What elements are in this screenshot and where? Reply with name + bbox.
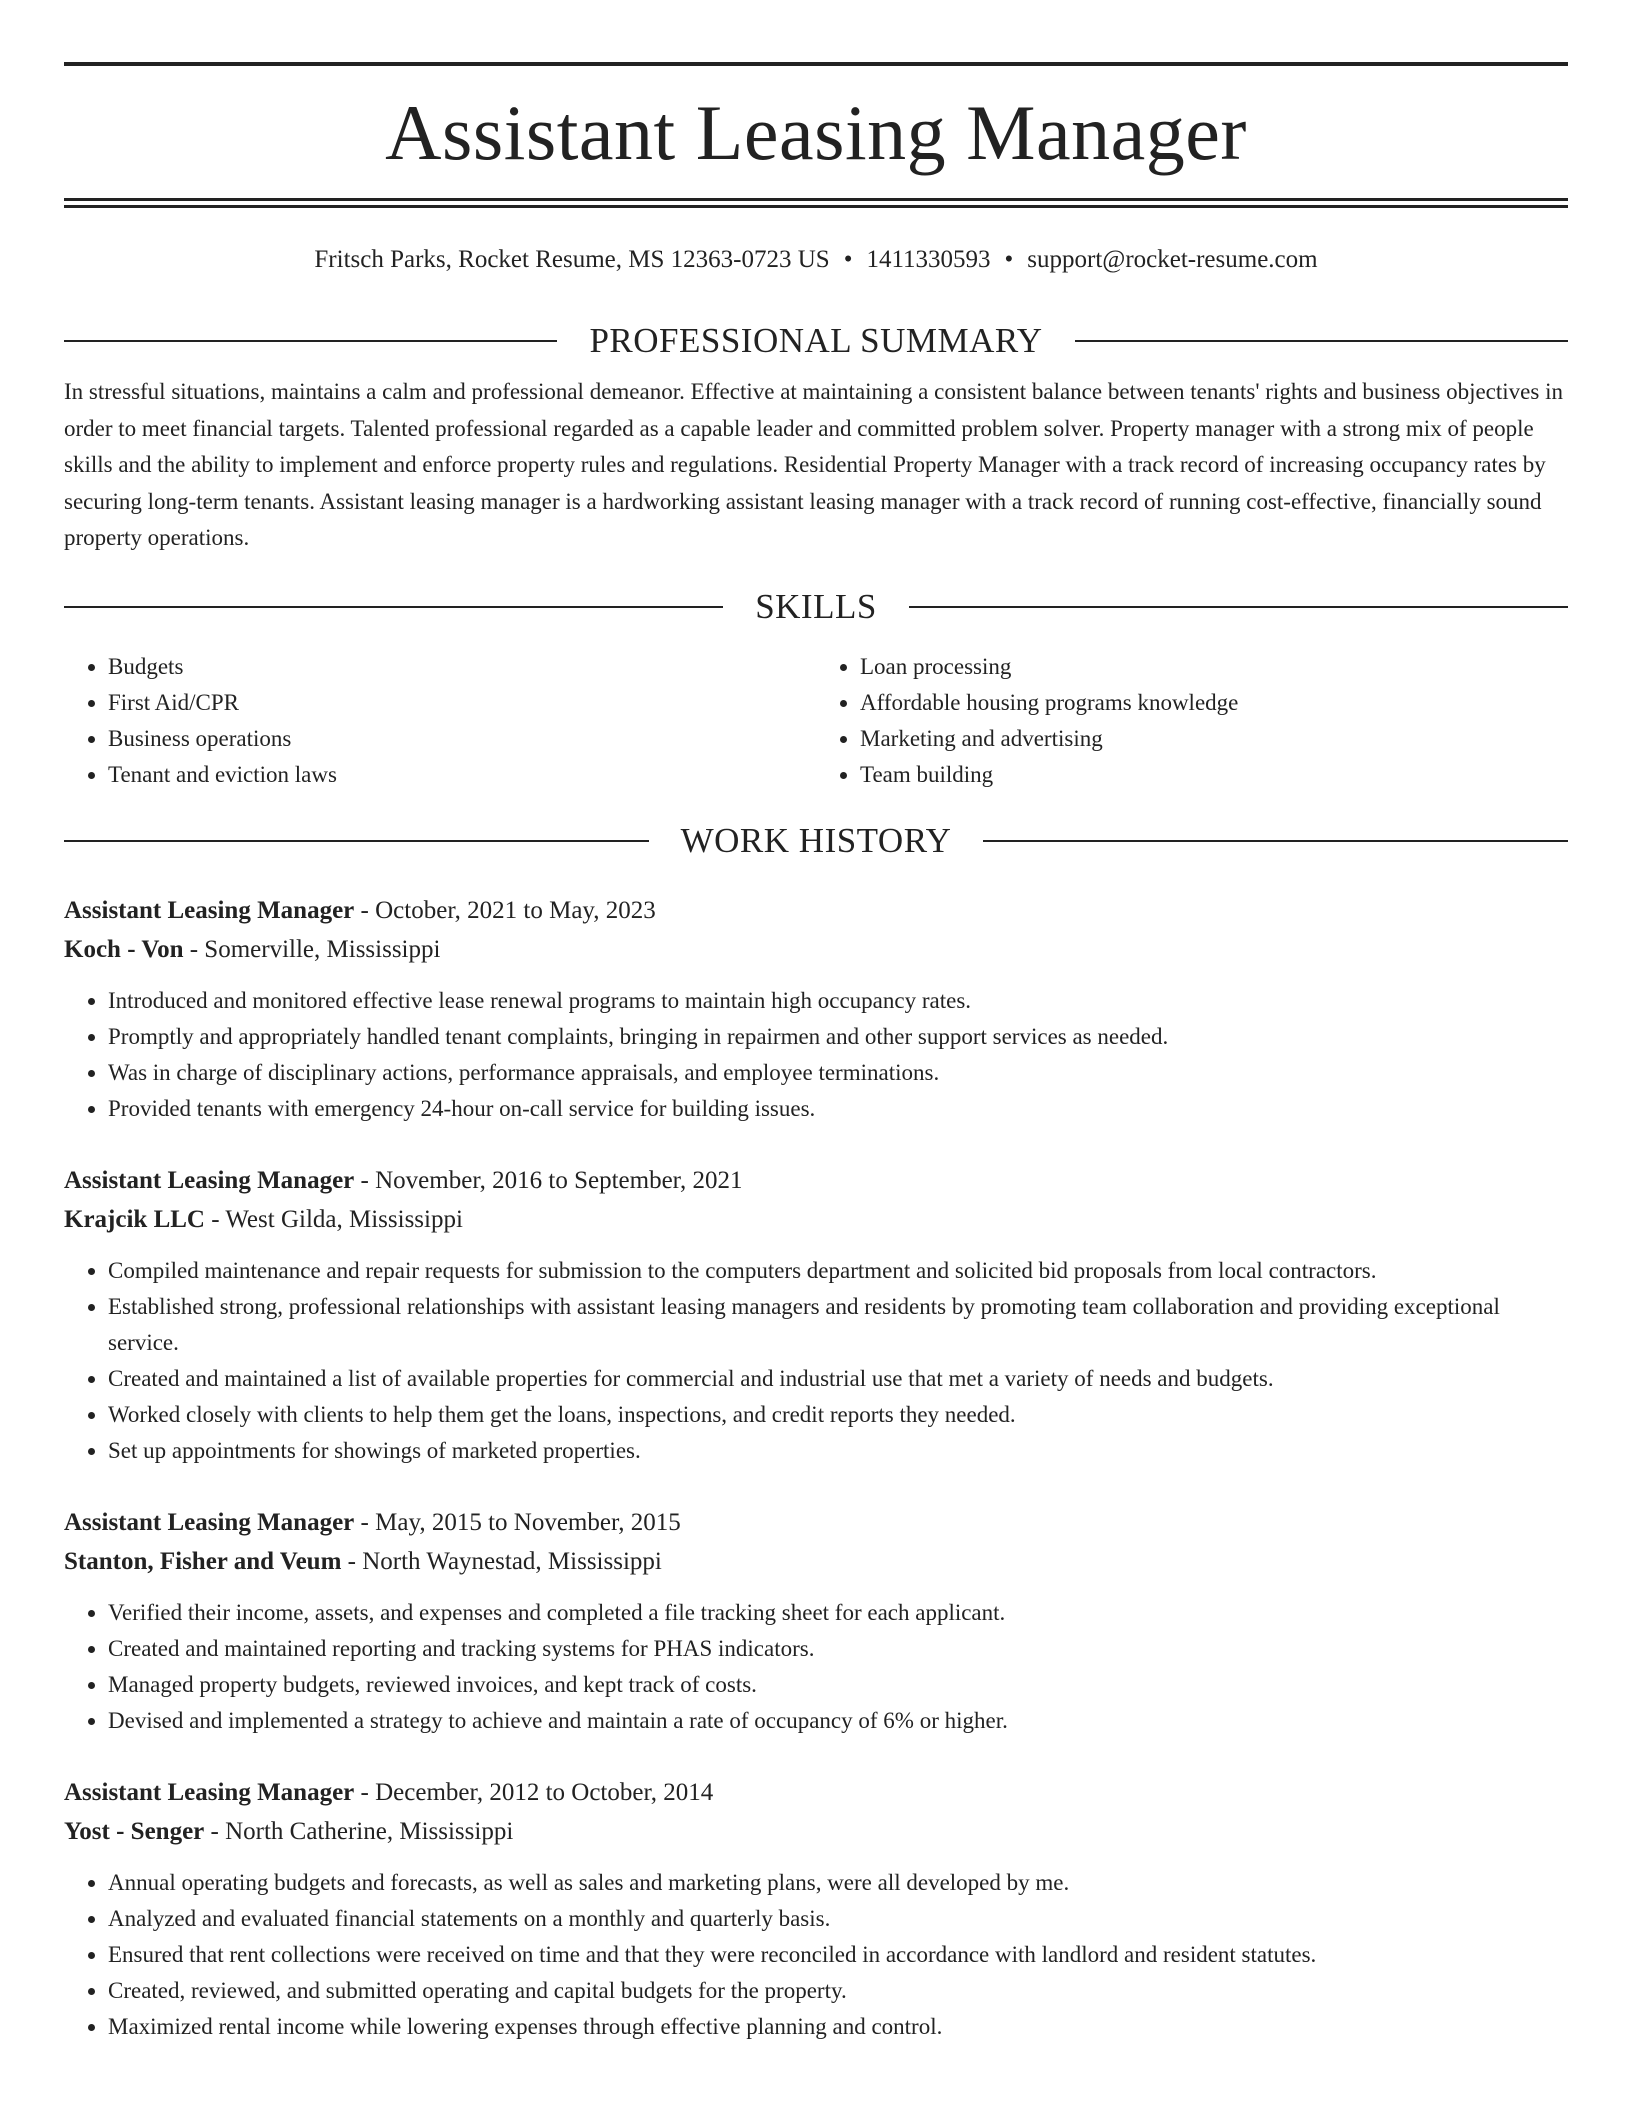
job-company: Krajcik LLC [64, 1205, 205, 1233]
section-rule-right [983, 840, 1568, 842]
job-bullets [64, 983, 1568, 1127]
contact-address: Fritsch Parks, Rocket Resume, MS 12363-0723 US [314, 246, 830, 273]
summary-text: In stressful situations, maintains a calm and professional demeanor. Effective at maintaining a consistent balance between tenants' rights and business objectives in order to meet financial targets. Talented professional regarded as a capable leader and committed problem solver. Property manager with a strong mix of people skills and the ability to implement and enforce property rules and regulations. Residential Property Manager with a track record of increasing occupancy rates by securing long-term tenants. Assistant leasing manager is a hardworking assistant leasing manager with a track record of running cost-effective, financially sound property operations. [64, 379, 1563, 550]
job-position: Assistant Leasing Manager [64, 1166, 355, 1194]
job-location: - Somerville, Mississippi [183, 935, 441, 963]
skill-item: • Tenant and eviction laws [108, 757, 816, 793]
job-bullet: • Compiled maintenance and repair requests for submission to the computers department and solicited bid proposals from local contractors. [108, 1253, 1568, 1289]
header-double-rule [64, 198, 1568, 208]
job-bullets [64, 1595, 1568, 1739]
job-bullet: • Managed property budgets, reviewed invoices, and kept track of costs. [108, 1667, 1568, 1703]
job-bullet: • Worked closely with clients to help them get the loans, inspections, and credit reports they needed. [108, 1397, 1568, 1433]
job-bullet: • Created and maintained a list of available properties for commercial and industrial use that met a variety of needs and budgets. [108, 1361, 1568, 1397]
summary-section-header [64, 321, 1568, 361]
skill-item: • Team building [860, 757, 1568, 793]
skills-column-right [816, 649, 1568, 793]
job-bullet: • Analyzed and evaluated financial statements on a monthly and quarterly basis. [108, 1901, 1568, 1937]
contact-email: support@rocket-resume.com [1027, 246, 1318, 273]
job-entry [64, 891, 1568, 1127]
summary-section-title: PROFESSIONAL SUMMARY [589, 321, 1043, 360]
work-section-header [64, 821, 1568, 861]
job-dates: - November, 2016 to September, 2021 [354, 1166, 743, 1194]
header-top-rule [64, 62, 1568, 66]
skill-item: • First Aid/CPR [108, 685, 816, 721]
job-position: Assistant Leasing Manager [64, 1508, 355, 1536]
job-bullet: • Introduced and monitored effective lease renewal programs to maintain high occupancy rates. [108, 983, 1568, 1019]
work-section-title: WORK HISTORY [680, 820, 952, 860]
contact-line [64, 245, 1568, 275]
skill-item: • Affordable housing programs knowledge [860, 685, 1568, 721]
skill-item: • Marketing and advertising [860, 721, 1568, 757]
section-rule-right [909, 606, 1568, 608]
job-bullet: • Verified their income, assets, and expenses and completed a file tracking sheet for each applicant. [108, 1595, 1568, 1631]
job-bullets [64, 1865, 1568, 2045]
skills-column-left [64, 649, 816, 793]
job-bullet: • Was in charge of disciplinary actions, performance appraisals, and employee terminations. [108, 1055, 1568, 1091]
job-position: Assistant Leasing Manager [64, 1778, 355, 1806]
job-entry [64, 1161, 1568, 1469]
job-bullet: • Established strong, professional relationships with assistant leasing managers and residents by promoting team collaboration and providing exceptional service. [108, 1289, 1568, 1361]
job-company: Stanton, Fisher and Veum [64, 1547, 342, 1575]
skills-section-title: SKILLS [755, 586, 877, 626]
job-bullet: • Maximized rental income while lowering expenses through effective planning and control. [108, 2009, 1568, 2045]
job-bullets [64, 1253, 1568, 1469]
skills-list [64, 649, 1568, 793]
job-title-line [64, 1773, 1568, 1812]
job-company: Koch - Von [64, 935, 184, 963]
job-bullet: • Provided tenants with emergency 24-hour on-call service for building issues. [108, 1091, 1568, 1127]
job-title-line [64, 1161, 1568, 1200]
skill-item: • Business operations [108, 721, 816, 757]
job-title-line [64, 1503, 1568, 1542]
resume-title: Assistant Leasing Manager [385, 89, 1247, 176]
job-dates: - October, 2021 to May, 2023 [354, 896, 656, 924]
job-company-line [64, 1542, 1568, 1581]
job-entry [64, 1773, 1568, 2045]
job-position: Assistant Leasing Manager [64, 896, 355, 924]
job-entry [64, 1503, 1568, 1739]
skill-item: • Loan processing [860, 649, 1568, 685]
job-dates: - May, 2015 to November, 2015 [354, 1508, 681, 1536]
section-rule-right [1075, 340, 1568, 342]
job-bullet: • Set up appointments for showings of marketed properties. [108, 1433, 1568, 1469]
job-location: - North Waynestad, Mississippi [341, 1547, 662, 1575]
job-bullet: • Ensured that rent collections were received on time and that they were reconciled in accordance with landlord and resident statutes. [108, 1937, 1568, 1973]
skill-item: • Budgets [108, 649, 816, 685]
contact-separator: • [843, 246, 853, 273]
section-rule-left [64, 606, 723, 608]
job-dates: - December, 2012 to October, 2014 [354, 1778, 714, 1806]
job-company-line [64, 1812, 1568, 1851]
job-company: Yost - Senger [64, 1817, 205, 1845]
job-bullet: • Created, reviewed, and submitted operating and capital budgets for the property. [108, 1973, 1568, 2009]
contact-separator: • [1004, 246, 1014, 273]
skills-section-header [64, 587, 1568, 627]
job-bullet: • Created and maintained reporting and tracking systems for PHAS indicators. [108, 1631, 1568, 1667]
job-location: - North Catherine, Mississippi [204, 1817, 514, 1845]
contact-phone: 1411330593 [866, 246, 991, 273]
job-title-line [64, 891, 1568, 930]
job-bullet: • Promptly and appropriately handled tenant complaints, bringing in repairmen and other support services as needed. [108, 1019, 1568, 1055]
job-company-line [64, 930, 1568, 969]
job-company-line [64, 1200, 1568, 1239]
section-rule-left [64, 840, 649, 842]
job-bullet: • Devised and implemented a strategy to achieve and maintain a rate of occupancy of 6% or higher. [108, 1703, 1568, 1739]
section-rule-left [64, 340, 557, 342]
job-bullet: • Annual operating budgets and forecasts, as well as sales and marketing plans, were all developed by me. [108, 1865, 1568, 1901]
job-location: - West Gilda, Mississippi [204, 1205, 463, 1233]
